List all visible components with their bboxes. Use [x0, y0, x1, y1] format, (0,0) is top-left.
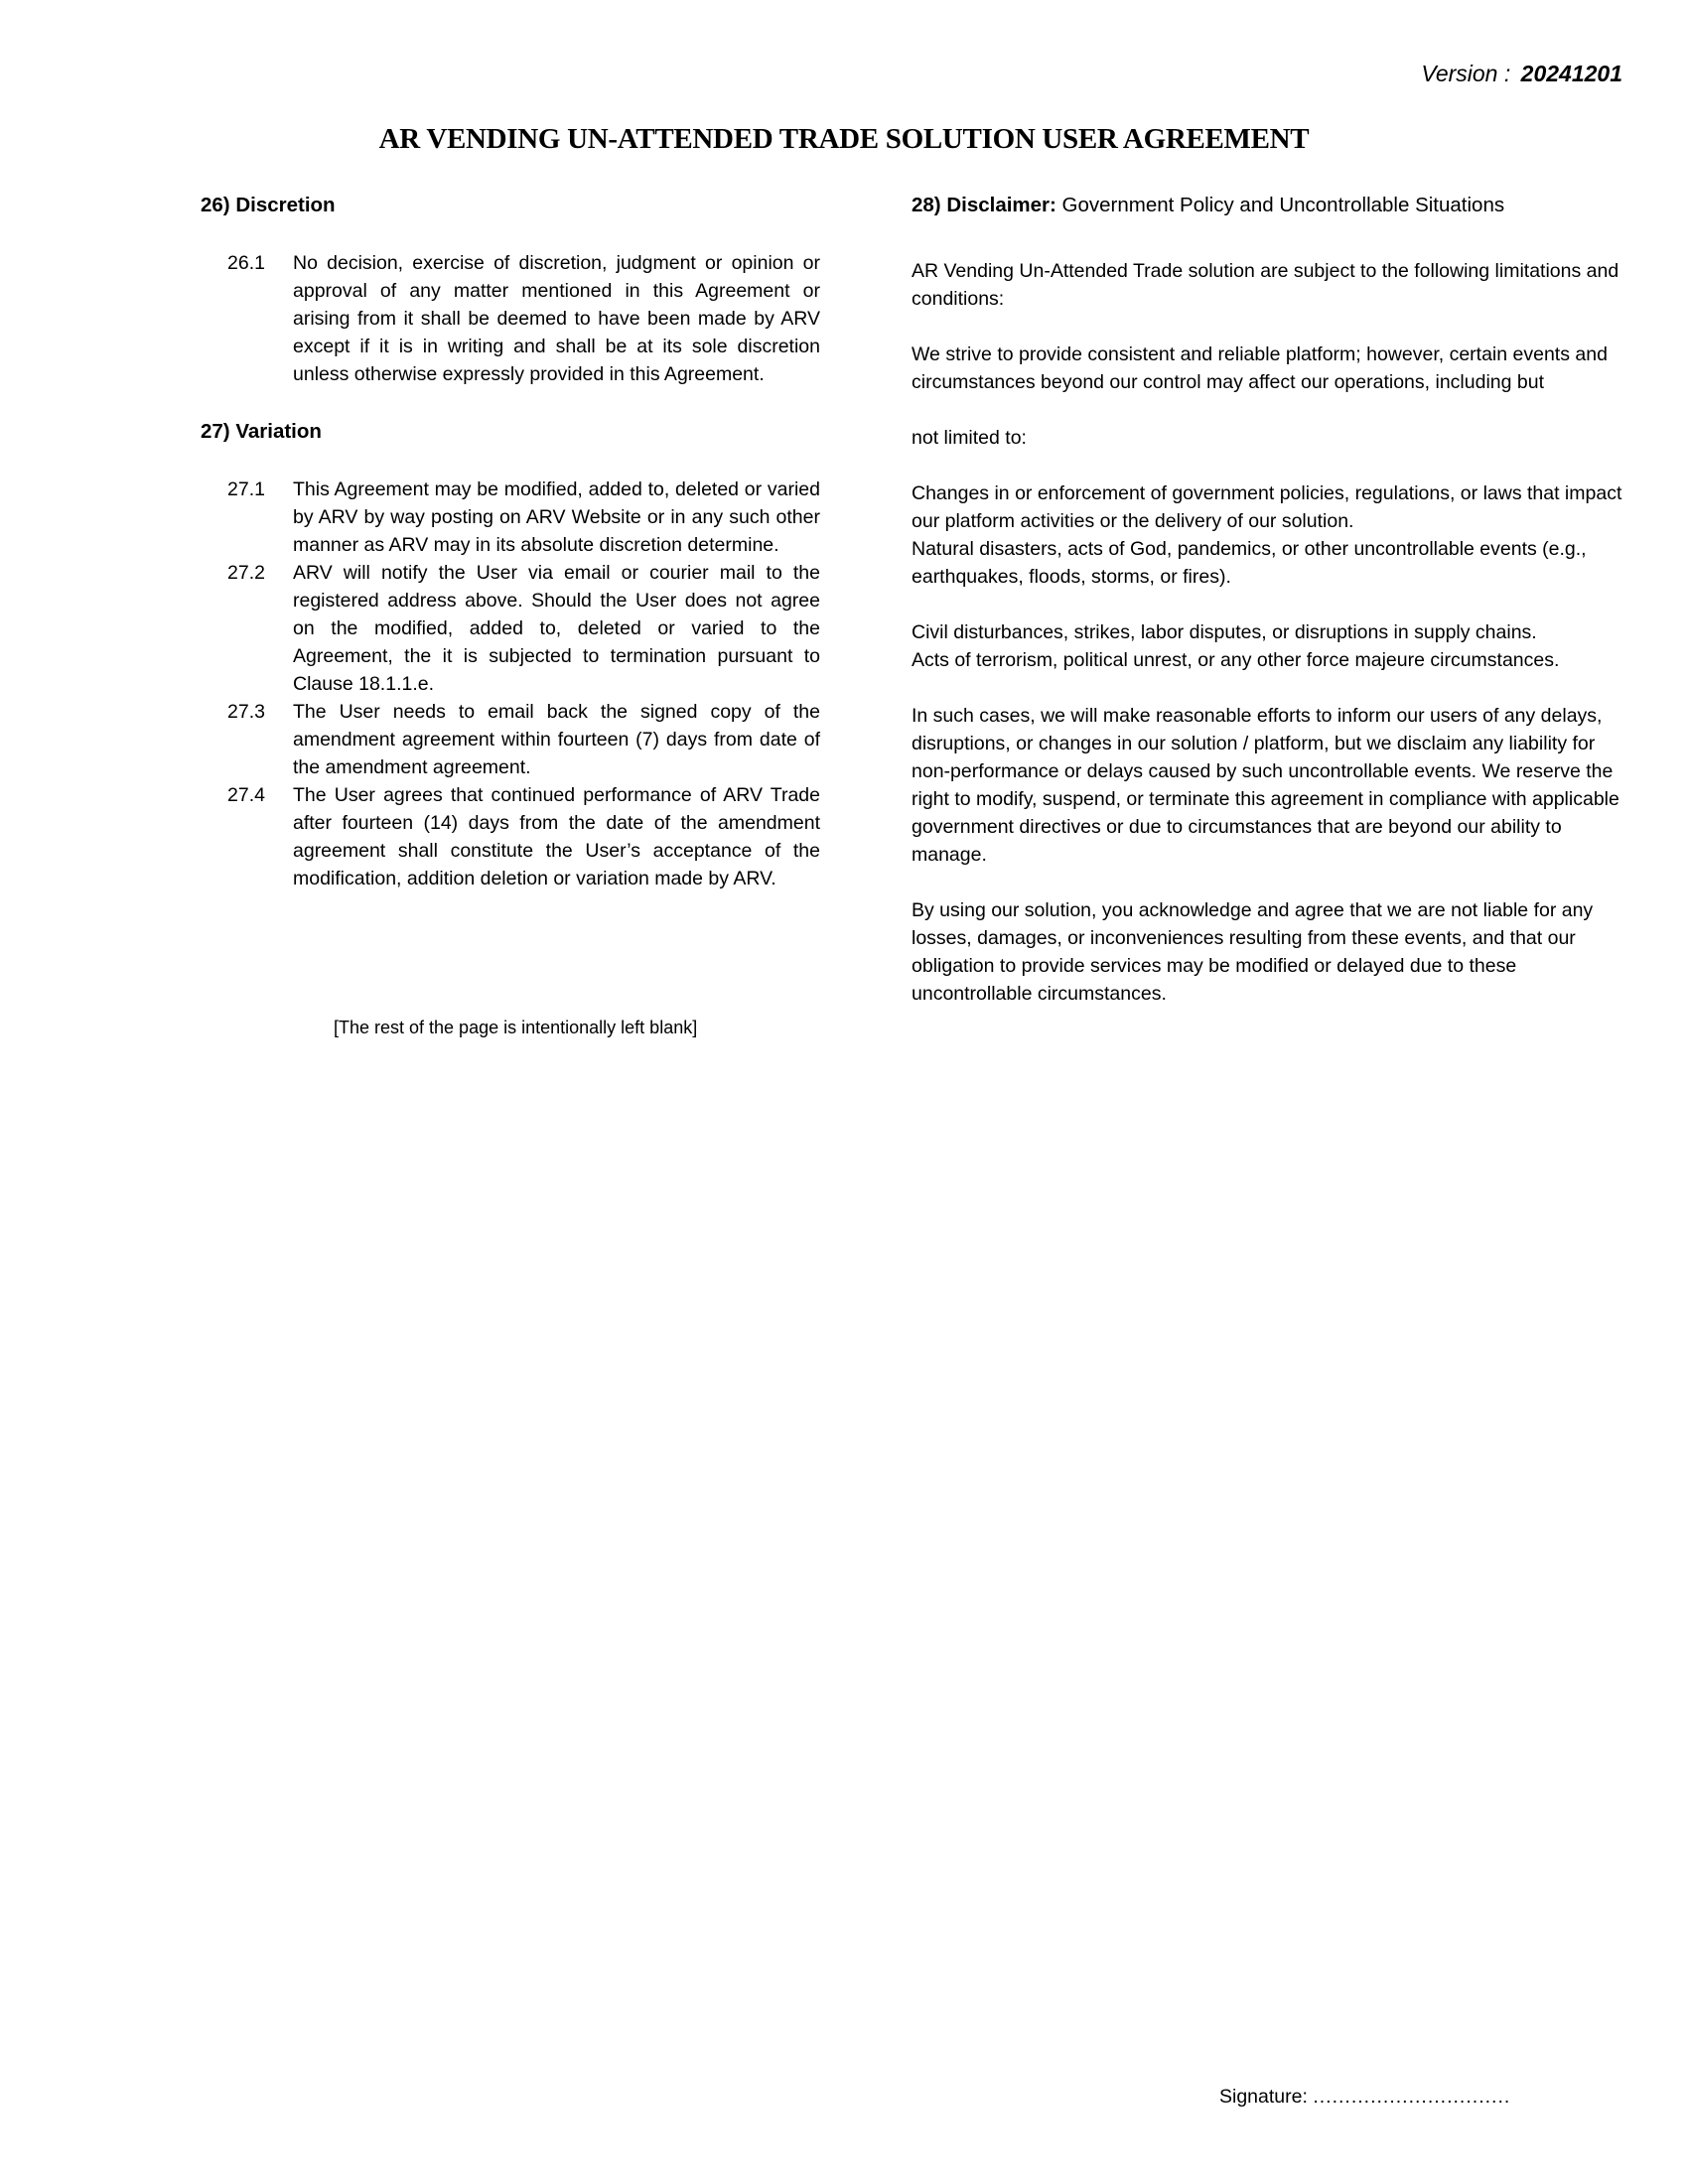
version-line	[1421, 60, 1622, 87]
disclaimer-paragraph-natural-disasters: Natural disasters, acts of God, pandemics, or other uncontrollable events (e.g., earthquakes, floods, storms, or fires).	[912, 538, 1587, 588]
section-heading-27-variation: 27) Variation	[201, 420, 322, 443]
disclaimer-paragraph-gov-changes: Changes in or enforcement of government policies, regulations, or laws that impact our platform activities or the delivery of our solution.	[912, 482, 1622, 532]
clause-27-3-text: The User needs to email back the signed copy of the amendment agreement within fourteen (7) days from date of the amendment agreement.	[293, 701, 820, 778]
section-heading-28-disclaimer	[912, 192, 1622, 219]
clause-26-1	[201, 249, 820, 388]
disclaimer-paragraph-intro: AR Vending Un-Attended Trade solution are subject to the following limitations and conditions:	[912, 260, 1619, 310]
disclaimer-paragraph-civil-disturbances: Civil disturbances, strikes, labor disputes, or disruptions in supply chains.	[912, 621, 1537, 643]
disclaimer-paragraph-reasonable-efforts: In such cases, we will make reasonable efforts to inform our users of any delays, disruptions, or changes in our solution / platform, but we disclaim any liability for non-performance or delays caused by such uncontrollable events. We reserve the right to modify, suspend, or terminate this agreement in compliance with applicable government directives or due to circumstances that are beyond our ability to manage.	[912, 705, 1619, 866]
disclaimer-paragraph-strive: We strive to provide consistent and reliable platform; however, certain events and circumstances beyond our control may affect our operations, including but	[912, 343, 1608, 393]
signature-line	[1219, 2083, 1510, 2111]
clause-27-1-text: This Agreement may be modified, added to, deleted or varied by ARV by way posting on ARV Website or in any such other manner as ARV may in its absolute discretion determine.	[293, 478, 820, 556]
clause-26-1-number: 26.1	[227, 252, 265, 274]
clause-26-1-text: No decision, exercise of discretion, judgment or opinion or approval of any matter mentioned in this Agreement or arising from it shall be deemed to have been made by ARV except if it is in writing and shall be at its sole discretion unless otherwise expressly provided in this Agreement.	[293, 252, 820, 385]
clause-27-4	[201, 781, 820, 892]
disclaimer-heading-bold: 28) Disclaimer:	[912, 194, 1056, 216]
blank-page-note: [The rest of the page is intentionally left blank]	[334, 1018, 698, 1037]
clause-27-3-number: 27.3	[227, 701, 265, 723]
left-column	[201, 192, 820, 892]
clause-27-4-text: The User agrees that continued performance of ARV Trade after fourteen (14) days from the date of the amendment agreement shall constitute the User’s acceptance of the modification, addition deletion or variation made by ARV.	[293, 784, 820, 889]
page-title: AR VENDING UN-ATTENDED TRADE SOLUTION USER AGREEMENT	[378, 123, 1310, 155]
clause-27-2	[201, 559, 820, 698]
clause-27-3	[201, 698, 820, 781]
disclaimer-heading-subtitle: Government Policy and Uncontrollable Situations	[1055, 194, 1505, 216]
clause-27-2-text: ARV will notify the User via email or courier mail to the registered address above. Should the User does not agree on the modified, added to, deleted or varied to the Agreement, the it is subjected to termination pursuant to Clause 18.1.1.e.	[293, 562, 820, 695]
disclaimer-paragraph-terrorism: Acts of terrorism, political unrest, or any other force majeure circumstances.	[912, 649, 1560, 671]
right-column	[912, 192, 1622, 1035]
version-value: 20241201	[1520, 61, 1622, 86]
section-heading-26-discretion: 26) Discretion	[201, 194, 336, 216]
clause-27-2-number: 27.2	[227, 562, 265, 584]
disclaimer-paragraph-acknowledge: By using our solution, you acknowledge and agree that we are not liable for any losses, damages, or inconveniences resulting from these events, and that our obligation to provide services may be modified or delayed due to these uncontrollable circumstances.	[912, 899, 1594, 1005]
disclaimer-paragraph-not-limited: not limited to:	[912, 427, 1027, 449]
clause-27-1-number: 27.1	[227, 478, 265, 500]
signature-label: Signature:	[1219, 2086, 1308, 2108]
clause-27-4-number: 27.4	[227, 784, 265, 806]
signature-dotted-field: ...............................	[1313, 2086, 1511, 2108]
clause-27-1	[201, 476, 820, 559]
version-label: Version :	[1421, 61, 1511, 86]
